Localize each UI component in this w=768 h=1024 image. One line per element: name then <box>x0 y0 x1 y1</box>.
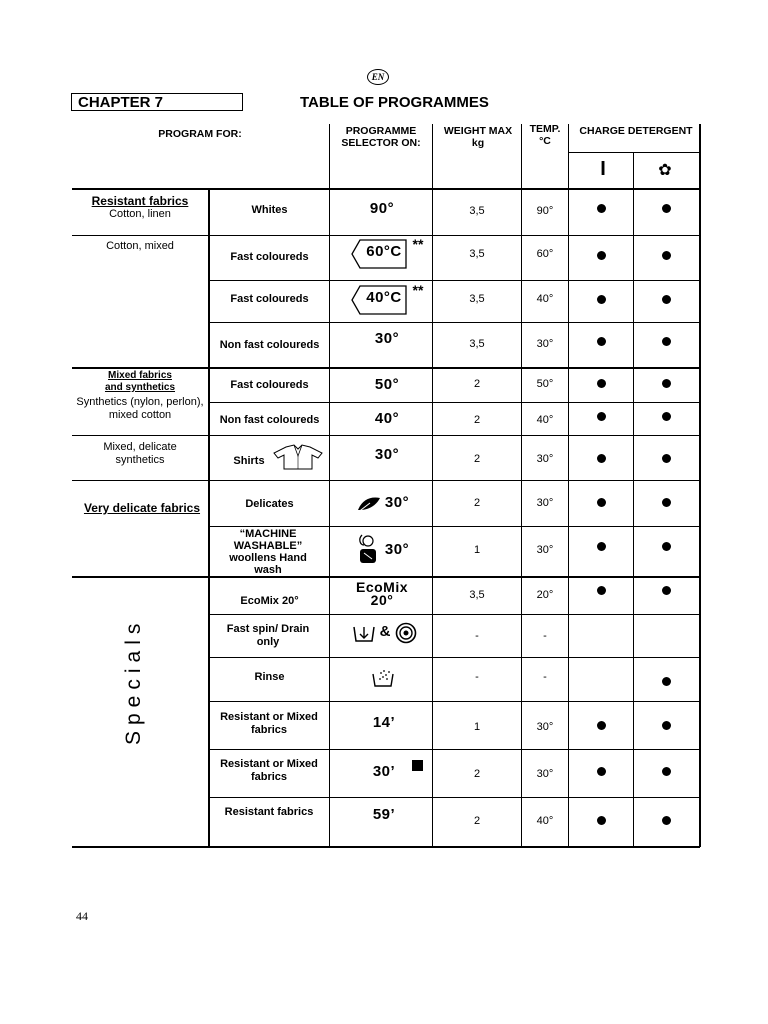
rinse-icon <box>372 668 394 688</box>
selector-value: 14’ <box>372 714 396 731</box>
group-specials: Specials <box>122 617 145 745</box>
drain-icon <box>352 625 376 645</box>
detergent-flower-dot <box>662 295 671 304</box>
weight-value: 3,5 <box>469 589 485 601</box>
feather-icon <box>356 494 382 514</box>
compartment-i-label: I <box>600 158 606 180</box>
page-number: 44 <box>76 909 88 923</box>
column-charge-detergent: CHARGE DETERGENT <box>579 125 693 137</box>
detergent-i-dot <box>597 412 606 421</box>
detergent-flower-dot <box>662 204 671 213</box>
program-row: Rinse <box>254 671 285 683</box>
detergent-i-dot <box>597 295 606 304</box>
double-asterisk: ** <box>412 236 424 252</box>
program-row: Fast coloureds <box>230 379 309 391</box>
selector-value: 30° <box>384 541 410 558</box>
temp-value: - <box>543 671 547 683</box>
group-mixed-synthetics: Mixed fabrics and synthetics Synthetics (nylon, perlon), mixed cotton <box>76 370 204 421</box>
detergent-flower-dot <box>662 379 671 388</box>
weight-value: 3,5 <box>469 248 485 260</box>
weight-value: 1 <box>473 721 481 733</box>
temp-value: 40° <box>536 293 554 305</box>
program-row: Shirts <box>233 455 265 467</box>
program-row: “MACHINE WASHABLE” woollens Hand wash <box>229 528 307 576</box>
detergent-flower-dot <box>662 767 671 776</box>
detergent-flower-dot <box>662 542 671 551</box>
detergent-i-dot <box>597 542 606 551</box>
selector-value: 90° <box>369 200 395 217</box>
program-row: Whites <box>251 204 288 216</box>
selector-value: 59’ <box>372 806 396 823</box>
selector-value: 60°C <box>366 243 402 260</box>
detergent-i-dot <box>597 767 606 776</box>
program-row: Resistant or Mixed fabrics <box>220 711 318 736</box>
ampersand: & <box>379 623 391 640</box>
detergent-i-dot <box>597 498 606 507</box>
selector-value: EcoMix 20° <box>355 579 408 608</box>
detergent-flower-dot <box>662 816 671 825</box>
selector-value: 30° <box>384 494 410 511</box>
temp-value: - <box>543 630 547 642</box>
temp-value: 90° <box>536 205 554 217</box>
column-temp: TEMP. °C <box>529 123 561 147</box>
program-row: Fast spin/ Drain only <box>226 623 310 648</box>
temp-value: 30° <box>536 497 554 509</box>
detergent-flower-dot <box>662 721 671 730</box>
language-badge: EN <box>367 69 389 85</box>
detergent-i-dot <box>597 816 606 825</box>
temp-value: 40° <box>536 815 554 827</box>
weight-value: 2 <box>473 768 481 780</box>
weight-value: 3,5 <box>469 205 485 217</box>
detergent-i-dot <box>597 586 606 595</box>
column-program-for: PROGRAM FOR: <box>158 128 242 140</box>
weight-value: - <box>475 630 479 642</box>
selector-value: 30° <box>374 446 400 463</box>
detergent-flower-dot <box>662 586 671 595</box>
detergent-i-dot <box>597 251 606 260</box>
page-title: TABLE OF PROGRAMMES <box>300 94 489 111</box>
detergent-i-dot <box>597 454 606 463</box>
selector-value: 50° <box>374 376 400 393</box>
program-row: Non fast coloureds <box>219 339 320 351</box>
selector-value: 40°C <box>366 289 402 306</box>
weight-value: 2 <box>473 378 481 390</box>
group-resistant-fabrics: Resistant fabrics Cotton, linen <box>91 194 189 220</box>
temp-value: 30° <box>536 453 554 465</box>
weight-value: 2 <box>473 815 481 827</box>
weight-value: 1 <box>473 544 481 556</box>
detergent-i-dot <box>597 204 606 213</box>
selector-value: 30’ <box>372 763 396 780</box>
weight-value: 3,5 <box>469 338 485 350</box>
detergent-flower-dot <box>662 337 671 346</box>
program-row: EcoMix 20° <box>240 595 299 607</box>
detergent-i-dot <box>597 379 606 388</box>
detergent-flower-dot <box>662 454 671 463</box>
selector-value: 40° <box>374 410 400 427</box>
temp-value: 30° <box>536 768 554 780</box>
program-row: Non fast coloureds <box>219 414 320 426</box>
group-very-delicate: Very delicate fabrics <box>83 501 201 515</box>
temp-value: 20° <box>536 589 554 601</box>
group-mixed-delicate: Mixed, delicate synthetics <box>103 441 177 466</box>
temp-value: 30° <box>536 721 554 733</box>
detergent-flower-dot <box>662 412 671 421</box>
detergent-flower-dot <box>662 498 671 507</box>
selector-value: 30° <box>374 330 400 347</box>
program-row: Fast coloureds <box>230 251 309 263</box>
chapter-label: CHAPTER 7 <box>71 93 243 111</box>
temp-value: 40° <box>536 414 554 426</box>
square-marker-icon <box>412 760 423 771</box>
group-cotton-mixed: Cotton, mixed <box>106 240 174 252</box>
double-asterisk: ** <box>412 282 424 298</box>
program-row: Resistant or Mixed fabrics <box>220 758 318 783</box>
temp-value: 50° <box>536 378 554 390</box>
detergent-flower-dot <box>662 251 671 260</box>
weight-value: 3,5 <box>469 293 485 305</box>
detergent-flower-dot <box>662 677 671 686</box>
temp-value: 30° <box>536 544 554 556</box>
column-weight: WEIGHT MAX kg <box>443 125 513 149</box>
shirt-icon <box>272 444 324 470</box>
flower-icon: ✿ <box>658 162 672 179</box>
weight-value: 2 <box>473 497 481 509</box>
wool-hand-icon <box>356 533 380 567</box>
weight-value: - <box>475 671 479 683</box>
detergent-i-dot <box>597 337 606 346</box>
program-row: Fast coloureds <box>230 293 309 305</box>
detergent-i-dot <box>597 721 606 730</box>
temp-value: 60° <box>536 248 554 260</box>
column-selector: PROGRAMME SELECTOR ON: <box>341 125 421 149</box>
temp-value: 30° <box>536 338 554 350</box>
spin-icon <box>395 622 417 644</box>
program-row: Delicates <box>245 498 294 510</box>
program-row: Resistant fabrics <box>224 806 314 818</box>
weight-value: 2 <box>473 453 481 465</box>
weight-value: 2 <box>473 414 481 426</box>
